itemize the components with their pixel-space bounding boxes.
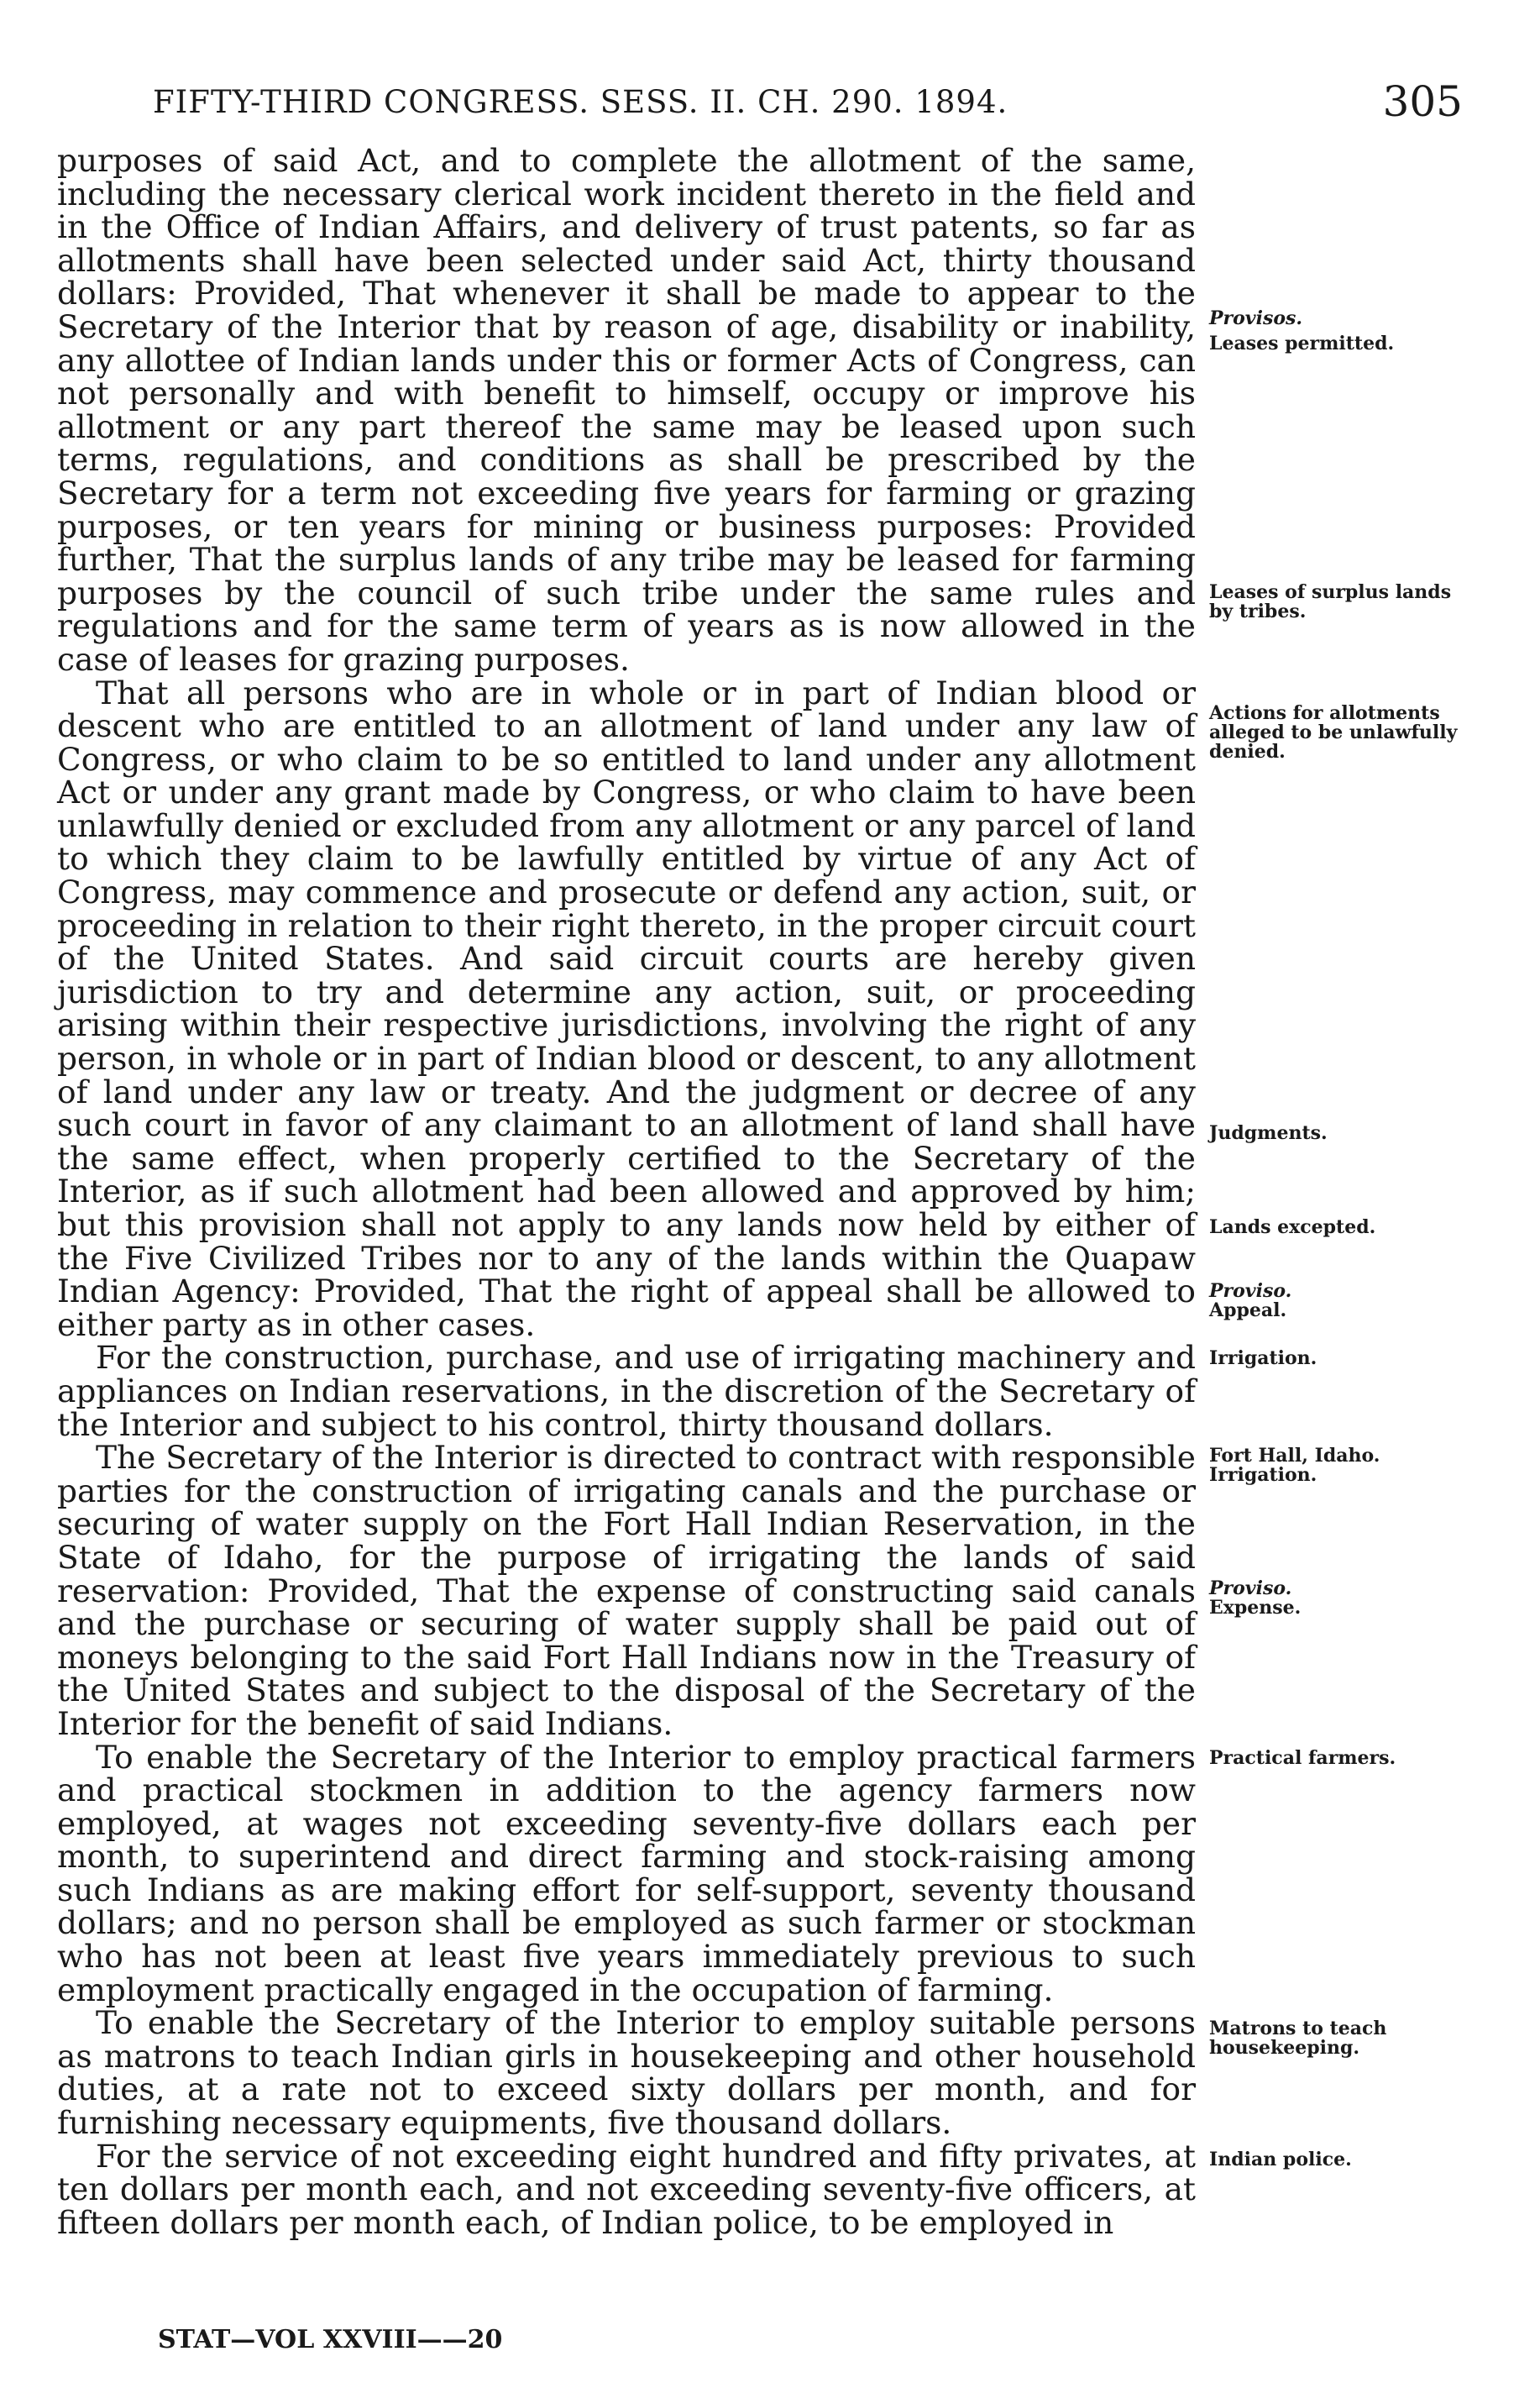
sidenote-actions: Actions for allotments alleged to be unlawfully denied. (1209, 702, 1458, 763)
paragraph-practical-farmers: To enable the Secretary of the Interior to employ practical farmers and practical stockmen in addition to the agency farmers now employed, at wages not exceeding seventy-five dollars each per month, to superintend and direct farming and stock-raising among such Indians as are making effort for self-support, seventy thousand dollars; and no person shall be employed as such farmer or stockman who has not been at least five years immediately previous to such employment practically engaged in the occupation of farming. (57, 1738, 1196, 2008)
paragraph-indian-police: For the service of not exceeding eight hundred and fifty privates, at ten dollars per month each, and not exceeding seventy-five officers, at fifteen dollars per month each, of Indian police, to be employed in (57, 2137, 1196, 2241)
sidenote-proviso-expense: Proviso. Expense. (1209, 1577, 1302, 1619)
paragraph-allotment-provisos: purposes of said Act, and to complete the allotment of the same, including the necessary clerical work incident thereto in the field and in the Office of Indian Affairs, and delivery of trust patents, so far as allotments shall have been selected under said Act, thirty thousand dollars: Provided, That whenever it shall be made to appear to the Secretary of the Interior that by reason of age, disability or inability, any allottee of Indian lands under this or former Acts of Congress, can not personally and with benefit to himself, occupy or improve his allotment or any part thereof the same may be leased upon such terms, regulations, and conditions as shall be prescribed by the Secretary for a term not exceeding five years for farming or grazing purposes, or ten years for mining or business purposes: Provided further, That the surplus lands of any tribe may be leased for farming purposes by the council of such tribe under the same rules and regulations and for the same term of years as is now allowed in the case of leases for grazing purposes. (57, 142, 1196, 678)
page-number: 305 (1382, 77, 1463, 126)
running-head (153, 77, 1463, 128)
paragraph-fort-hall: The Secretary of the Interior is directed to contract with responsible parties for the construction of irrigating canals and the purchase or securing of water supply on the Fort Hall Indian Reservation, in the State of Idaho, for the purpose of irrigating the lands of said reservation: Provided, That the expense of constructing said canals and the purchase or securing of water supply shall be paid out of moneys belonging to the said Fort Hall Indians now in the Treasury of the United States and subject to the disposal of the Secretary of the Interior for the benefit of said Indians. (57, 1439, 1196, 1742)
running-title: FIFTY-THIRD CONGRESS. SESS. II. CH. 290. 1894. (153, 84, 1008, 120)
sidenote-matrons: Matrons to teach housekeeping. (1209, 2018, 1387, 2059)
sidenote-leases-surplus: Leases of surplus lands by tribes. (1209, 581, 1452, 622)
paragraph-irrigation: For the construction, purchase, and use of irrigating machinery and appliances on Indian reservations, in the discretion of the Secretary of the Interior and subject to his control, thirty thousand dollars. (57, 1339, 1196, 1443)
sidenote-indian-police: Indian police. (1209, 2149, 1352, 2170)
sidenote-provisos: Provisos. (1209, 307, 1303, 329)
paragraph-matrons: To enable the Secretary of the Interior to employ suitable persons as matrons to teach Indian girls in housekeeping and other household duties, at a rate not to exceed sixty dollars per month, and for furnishing necessary equipments, five thousand dollars. (57, 2004, 1196, 2142)
sidenote-proviso-appeal: Proviso. Appeal. (1209, 1280, 1292, 1321)
sidenote-leases-permitted: Leases permitted. (1209, 333, 1395, 354)
sidenote-lands-excepted: Lands excepted. (1209, 1216, 1376, 1238)
body-text (57, 144, 1196, 2239)
sidenote-fort-hall: Fort Hall, Idaho. Irrigation. (1209, 1445, 1380, 1486)
sidenote-practical-farmers: Practical farmers. (1209, 1747, 1396, 1769)
sidenote-irrigation: Irrigation. (1209, 1347, 1317, 1369)
paragraph-allotment-actions: That all persons who are in whole or in part of Indian blood or descent who are entitled to an allotment of land under any law of Congress, or who claim to be so entitled to land under any allotment Act or under any grant made by Congress, or who claim to have been unlawfully denied or excluded from any allotment or any parcel of land to which they claim to be lawfully entitled by virtue of any Act of Congress, may commence and prosecute or defend any action, suit, or proceeding in relation to their right thereto, in the proper circuit court of the United States. And said circuit courts are hereby given jurisdiction to try and determine any action, suit, or proceeding arising within their respective jurisdictions, involving the right of any person, in whole or in part of Indian blood or descent, to any allotment of land under any law or treaty. And the judgment or decree of any such court in favor of any claimant to an allotment of land shall have the same effect, when properly certified to the Secretary of the Interior, as if such allotment had been allowed and approved by him; but this provision shall not apply to any lands now held by either of the Five Civilized Tribes nor to any of the lands within the Quapaw Indian Agency: Provided, That the right of appeal shall be allowed to either party as in other cases. (57, 674, 1196, 1343)
sidenote-judgments: Judgments. (1209, 1122, 1328, 1144)
signature-mark: STAT—VOL XXVIII——20 (158, 2325, 503, 2354)
